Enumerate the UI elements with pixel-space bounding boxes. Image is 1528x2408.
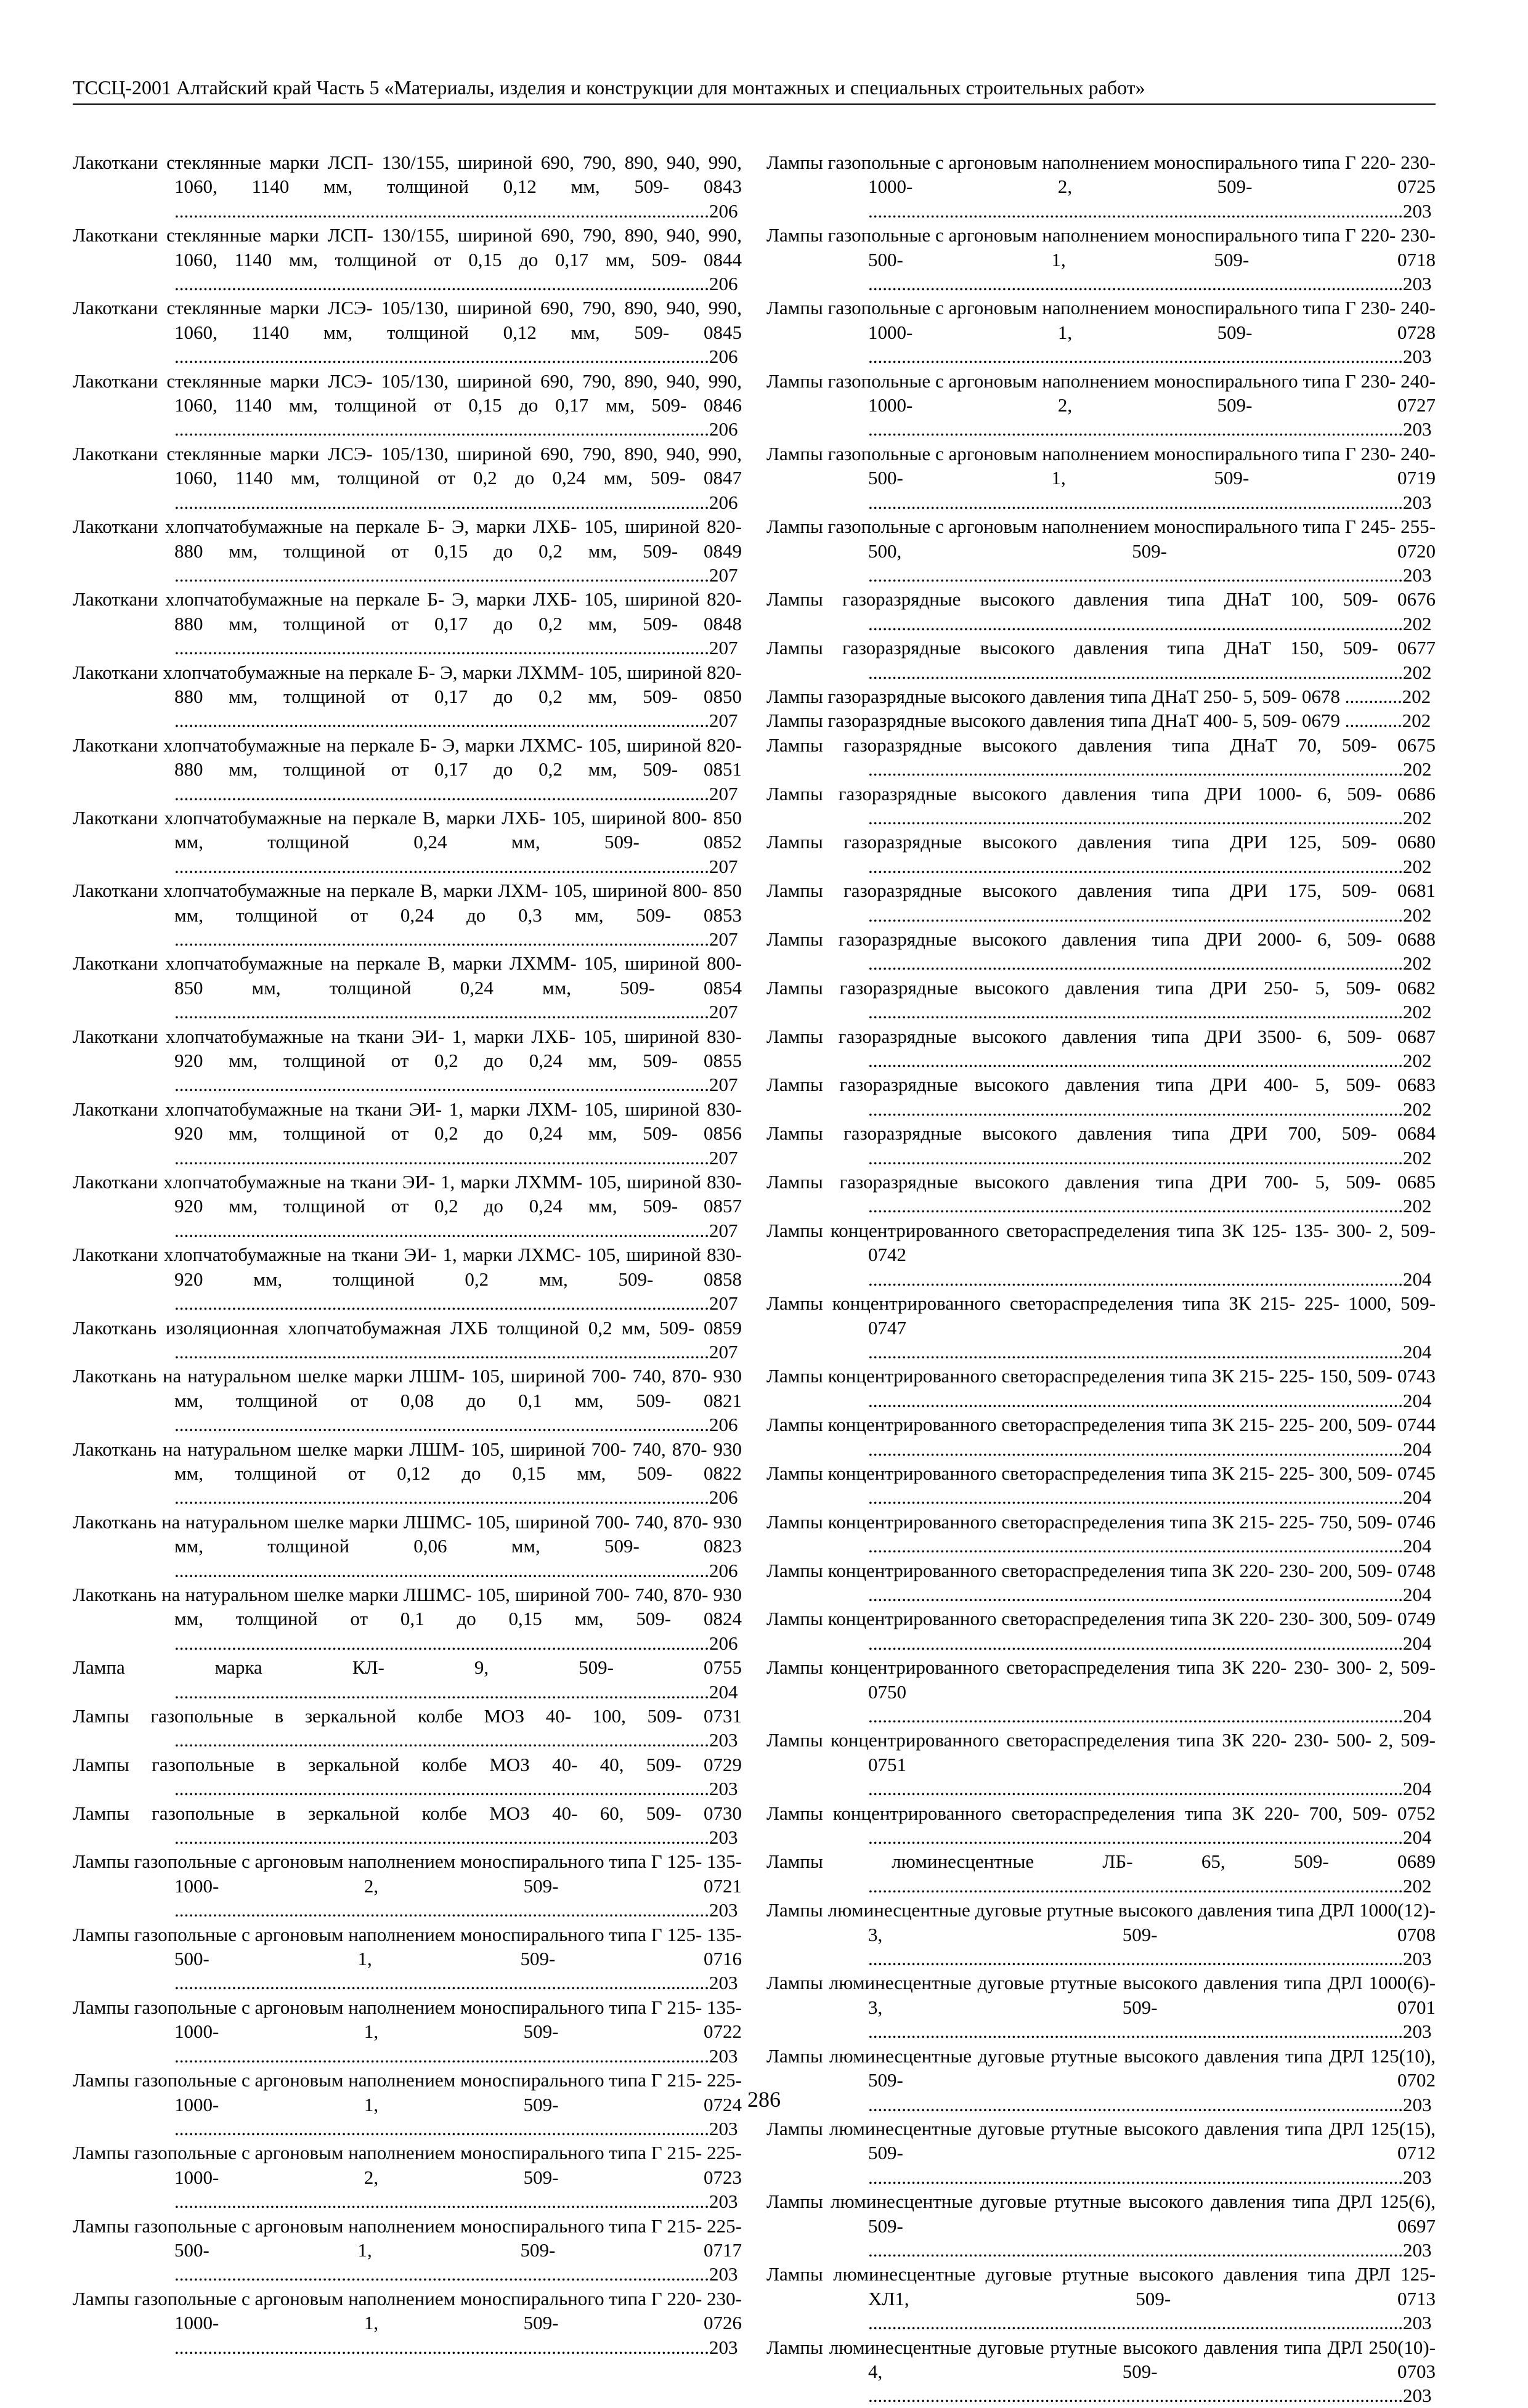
dot-leader: ................................................................................................................ [868,1875,1403,1897]
index-entry-page: 203 [709,1729,738,1751]
index-entry [73,1655,742,1704]
index-entry-text: Лампы газопольные с аргоновым наполнением моноспирального типа Г 215- 225- 500- 1, 509- 0717 [73,2215,742,2261]
index-entry-page: 203 [709,2117,738,2139]
index-entry-text: Лакоткани хлопчатобумажные на перкале В, марки ЛХМ- 105, шириной 800- 850 мм, толщиной от 0,24 до 0,3 мм, 509- 0853 [73,880,742,926]
index-entry-text: Лампы газопольные с аргоновым наполнением моноспирального типа Г 220- 230- 1000- 2, 509- 0725 [766,152,1436,198]
index-entry [73,369,742,442]
index-entry-text: Лампы газоразрядные высокого давления типа ДРИ 3500- 6, 509- 0687 [766,1025,1436,1047]
index-entry [73,1923,742,1995]
index-entry-page: 204 [1403,1826,1432,1849]
dot-leader: ................................................................................................................ [868,1826,1403,1849]
dot-leader: ................................................................................................................ [868,2093,1403,2115]
index-column-left [73,150,742,2359]
index-entry-page: 206 [709,200,738,222]
dot-leader: ................................................................................................................ [868,1778,1403,1800]
index-entry [766,1898,1436,1971]
dot-leader: ................................................................................................................ [868,758,1403,780]
dot-leader: ................................................................................................................ [174,346,709,368]
index-entry-text: Лампы концентрированного светораспределения типа ЗК 220- 700, 509- 0752 [766,1802,1436,1824]
index-entry [766,296,1436,368]
index-entry [766,1728,1436,1801]
index-entry [766,1971,1436,2043]
index-entry-text: Лампы газопольные с аргоновым наполнением моноспирального типа Г 220- 230- 1000- 1, 509- 0726 [73,2287,742,2334]
index-entry [766,1170,1436,1218]
index-entry-page: 203 [709,2045,738,2067]
index-entry [766,708,1436,732]
index-entry [73,1437,742,1510]
dot-leader: ................................................................................................................ [868,1050,1403,1072]
index-entry-text: Лампы концентрированного светораспределения типа ЗК 215- 225- 300, 509- 0745 [766,1462,1436,1484]
dot-leader: ................................................................................................................ [174,710,709,732]
index-entry-text: Лампы газопольные с аргоновым наполнением моноспирального типа Г 125- 135- 1000- 2, 509- 0721 [73,1851,742,1897]
dot-leader: ................................................................................................................ [868,1340,1403,1363]
index-entry [766,1024,1436,1073]
index-entry-page: 204 [1403,1705,1432,1727]
index-entry-text: Лампы газоразрядные высокого давления типа ДРИ 700- 5, 509- 0685 [766,1171,1436,1193]
dot-leader: ................................................................................................................ [868,1535,1403,1557]
index-entry-text: Лакоткани хлопчатобумажные на ткани ЭИ- 1, марки ЛХМ- 105, шириной 830- 920 мм, толщиной от 0,2 до 0,24 мм, 509- 0856 [73,1098,742,1145]
index-entry [766,514,1436,587]
index-entry-page: 203 [709,1826,738,1849]
index-entry [766,1801,1436,1850]
index-entry [73,150,742,223]
index-entry-text: Лампы газоразрядные высокого давления типа ДНаТ 100, 509- 0676 [766,588,1436,610]
index-entry [766,442,1436,514]
dot-leader: ................................................................................................................ [868,1268,1403,1290]
dot-leader: ................................................................................................................ [868,1389,1403,1411]
index-entry-text: Лампы газоразрядные высокого давления типа ДРИ 175, 509- 0681 [766,880,1436,902]
index-entry-page: 203 [709,1778,738,1800]
index-entry-page: 203 [1403,2239,1432,2261]
dot-leader: ................................................................................................................ [174,1074,709,1096]
dot-leader: ................................................................................................................ [868,1098,1403,1120]
index-entry-page: 206 [709,418,738,440]
index-entry-page: 203 [1403,564,1432,586]
index-entry-text: Лакоткань на натуральном шелке марки ЛШМ- 105, шириной 700- 740, 870- 930 мм, толщиной от 0,12 до 0,15 мм, 509- 0822 [73,1438,742,1484]
index-entry [766,1121,1436,1170]
index-entry [73,442,742,514]
index-entry-page: 207 [709,1001,738,1023]
index-entry-page: 202 [1403,904,1432,926]
dot-leader: ................................................................................................................ [174,855,709,877]
index-entry-page: 203 [709,1972,738,1994]
index-entry [766,636,1436,684]
index-entry-page: 202 [1403,1098,1432,1120]
index-entry [766,369,1436,442]
index-entry-page: 204 [1403,1340,1432,1363]
index-entry-text: Лакоткани хлопчатобумажные на перкале В, марки ЛХБ- 105, шириной 800- 850 мм, толщиной 0,24 мм, 509- 0852 [73,806,742,853]
dot-leader: ................................................................................................................ [174,1729,709,1751]
index-entry [73,296,742,368]
index-entry [73,1510,742,1583]
dot-leader: ................................................................................................................ [868,1705,1403,1727]
index-entry [766,782,1436,830]
index-entry-page: 202 [1402,710,1431,732]
index-column-right [766,150,1436,2408]
index-entry [766,1218,1436,1291]
index-entry-page: 202 [1403,1146,1432,1169]
index-entry-page: 202 [1403,855,1432,877]
index-entry [766,1413,1436,1461]
index-entry-text: Лампы люминесцентные ЛБ- 65, 509- 0689 [766,1851,1436,1873]
index-entry [766,587,1436,636]
index-entry-text: Лампы газопольные с аргоновым наполнением моноспирального типа Г 230- 240- 1000- 1, 509- 0728 [766,297,1436,343]
index-entry-text: Лампы газопольные с аргоновым наполнением моноспирального типа Г 125- 135- 500- 1, 509- 0716 [73,1923,742,1970]
dot-leader: ................................................................................................................ [868,1486,1403,1509]
index-entry [73,1849,742,1922]
index-entry [73,733,742,806]
index-entry-text: Лампы газоразрядные высокого давления типа ДНаТ 250- 5, 509- 0678 [766,685,1341,707]
dot-leader: ................................................................................................................ [868,952,1403,975]
index-entry-text: Лампы газопольные с аргоновым наполнением моноспирального типа Г 230- 240- 500- 1, 509- 0719 [766,442,1436,489]
index-entry-page: 204 [1403,1778,1432,1800]
index-entry-page: 202 [1402,685,1431,707]
index-entry-page: 207 [709,855,738,877]
index-entry-page: 203 [1403,2093,1432,2115]
index-entry-text: Лакоткани хлопчатобумажные на ткани ЭИ- 1, марки ЛХБ- 105, шириной 830- 920 мм, толщиной от 0,2 до 0,24 мм, 509- 0855 [73,1025,742,1072]
dot-leader: ................................................................................................................ [174,1146,709,1169]
index-entry [766,1559,1436,1607]
index-entry [73,1170,742,1243]
dot-leader: ................................................................................................................ [174,1972,709,1994]
index-entry [766,976,1436,1024]
dot-leader: ................................................................................................................ [174,1292,709,1315]
index-entry-page: 206 [709,1486,738,1509]
index-entry [766,684,1436,708]
index-entry-page: 202 [1403,758,1432,780]
dot-leader: ................................................................................................................ [174,564,709,586]
page-number: 286 [747,2087,781,2112]
index-entry-page: 202 [1403,661,1432,683]
index-entry-text: Лампы газопольные с аргоновым наполнением моноспирального типа Г 220- 230- 500- 1, 509- 0718 [766,224,1436,270]
index-entry [766,927,1436,976]
index-entry-page: 204 [1403,1486,1432,1509]
index-entry-text: Лампы газоразрядные высокого давления типа ДРИ 2000- 6, 509- 0688 [766,928,1436,950]
index-entry-text: Лампы люминесцентные дуговые ртутные высокого давления типа ДРЛ 125(10), 509- 0702 [766,2045,1436,2091]
dot-leader: ............ [1340,685,1402,707]
dot-leader: ................................................................................................................ [174,418,709,440]
dot-leader: ................................................................................................................ [868,661,1403,683]
index-entry-page: 202 [1403,1001,1432,1023]
index-entry [766,2335,1436,2408]
index-entry-page: 204 [1403,1535,1432,1557]
index-entry [73,1316,742,1364]
index-entry-text: Лакоткань на натуральном шелке марки ЛШМ- 105, шириной 700- 740, 870- 930 мм, толщиной от 0,08 до 0,1 мм, 509- 0821 [73,1365,742,1411]
dot-leader: ................................................................................................................ [174,1559,709,1581]
index-entry-page: 202 [1403,806,1432,829]
index-entry-text: Лампы газопольные с аргоновым наполнением моноспирального типа Г 245- 255- 500, 509- 0720 [766,516,1436,562]
index-entry [766,2189,1436,2262]
index-entry [73,2214,742,2287]
index-entry-text: Лампы газоразрядные высокого давления типа ДНаТ 70, 509- 0675 [766,734,1436,756]
dot-leader: ................................................................................................................ [868,612,1403,634]
dot-leader: ................................................................................................................ [174,2336,709,2358]
dot-leader: ................................................................................................................ [868,855,1403,877]
index-entry-text: Лампы концентрированного светораспределения типа ЗК 125- 135- 300- 2, 509- 0742 [766,1219,1436,1266]
dot-leader: ................................................................................................................ [174,1680,709,1703]
index-entry-page: 204 [1403,1583,1432,1605]
index-entry [766,1510,1436,1559]
index-entry-text: Лампы люминесцентные дуговые ртутные высокого давления типа ДРЛ 125(15), 509- 0712 [766,2117,1436,2164]
dot-leader: ................................................................................................................ [174,491,709,513]
index-entry [73,1024,742,1097]
index-entry-page: 203 [1403,2312,1432,2334]
index-entry [766,1461,1436,1510]
dot-leader: ................................................................................................................ [174,1414,709,1436]
index-entry-page: 207 [709,1340,738,1363]
index-entry [766,2117,1436,2189]
index-entry-text: Лампы люминесцентные дуговые ртутные высокого давления типа ДРЛ 125(6), 509- 0697 [766,2191,1436,2237]
index-entry [766,878,1436,927]
dot-leader: ................................................................................................................ [174,2191,709,2213]
index-entry-page: 206 [709,346,738,368]
index-entry-text: Лакоткани стеклянные марки ЛСЭ- 105/130, шириной 690, 790, 890, 940, 990, 1060, 1140 мм, толщиной 0,12 мм, 509- 0845 [73,297,742,343]
dot-leader: ................................................................................................................ [174,273,709,295]
index-entry [73,1364,742,1437]
index-entry-text: Лакоткань на натуральном шелке марки ЛШМС- 105, шириной 700- 740, 870- 930 мм, толщиной 0,06 мм, 509- 0823 [73,1510,742,1557]
index-entry-text: Лакоткани стеклянные марки ЛСЭ- 105/130, шириной 690, 790, 890, 940, 990, 1060, 1140 мм, толщиной от 0,2 до 0,24 мм, 509- 0847 [73,442,742,489]
dot-leader: ................................................................................................................ [868,2312,1403,2334]
dot-leader: ................................................................................................................ [174,2117,709,2139]
index-entry [73,1995,742,2068]
index-entry-text: Лампы концентрированного светораспределения типа ЗК 220- 230- 300- 2, 509- 0750 [766,1656,1436,1703]
index-entry-page: 207 [709,710,738,732]
index-entry-text: Лампы люминесцентные дуговые ртутные высокого давления типа ДРЛ 1000(6)- 3, 509- 0701 [766,1972,1436,2018]
index-entry-text: Лакоткани хлопчатобумажные на ткани ЭИ- 1, марки ЛХМС- 105, шириной 830- 920 мм, толщиной 0,2 мм, 509- 0858 [73,1244,742,1290]
dot-leader: ................................................................................................................ [868,1438,1403,1460]
index-entry [766,733,1436,782]
index-entry-page: 207 [709,928,738,950]
index-entry-page: 202 [1403,612,1432,634]
index-entry-page: 202 [1403,1050,1432,1072]
dot-leader: ................................................................................................................ [868,1001,1403,1023]
index-entry-text: Лампы газопольные с аргоновым наполнением моноспирального типа Г 230- 240- 1000- 2, 509- 0727 [766,370,1436,416]
index-entry-text: Лампы газоразрядные высокого давления типа ДРИ 250- 5, 509- 0682 [766,976,1436,999]
index-entry-text: Лампы газопольные с аргоновым наполнением моноспирального типа Г 215- 135- 1000- 1, 509- 0722 [73,1996,742,2043]
index-entry-page: 207 [709,637,738,659]
index-entry [766,1291,1436,1364]
index-entry [73,223,742,296]
index-entry-page: 204 [709,1680,738,1703]
dot-leader: ................................................................................................................ [174,1778,709,1800]
index-entry [73,2287,742,2359]
index-entry-page: 203 [709,2191,738,2213]
index-entry-text: Лампы газоразрядные высокого давления типа ДРИ 125, 509- 0680 [766,831,1436,853]
index-entry [73,1583,742,1655]
index-entry [73,1753,742,1801]
index-entry-page: 207 [709,1146,738,1169]
index-entry [73,1097,742,1170]
index-entry-text: Лампы газопольные с аргоновым наполнением моноспирального типа Г 215- 225- 1000- 2, 509- 0723 [73,2142,742,2188]
index-entry-text: Лампы концентрированного светораспределения типа ЗК 215- 225- 200, 509- 0744 [766,1414,1436,1436]
index-entry-page: 207 [709,1219,738,1241]
index-entry-page: 207 [709,1074,738,1096]
index-entry-text: Лакоткани хлопчатобумажные на перкале Б- Э, марки ЛХБ- 105, шириной 820- 880 мм, толщиной от 0,15 до 0,2 мм, 509- 0849 [73,516,742,562]
index-entry-page: 204 [1403,1438,1432,1460]
index-entry-page: 202 [1403,1195,1432,1217]
index-entry [73,514,742,587]
index-entry-page: 202 [1403,952,1432,975]
index-entry [73,878,742,951]
index-entry [73,587,742,660]
index-entry-text: Лакоткани хлопчатобумажные на ткани ЭИ- 1, марки ЛХММ- 105, шириной 830- 920 мм, толщиной от 0,2 до 0,24 мм, 509- 0857 [73,1171,742,1217]
index-entry [73,2141,742,2213]
dot-leader: ................................................................................................................ [174,1899,709,1921]
index-entry [73,1704,742,1753]
dot-leader: ................................................................................................................ [868,2166,1403,2188]
index-entry-page: 207 [709,782,738,805]
dot-leader: ................................................................................................................ [868,346,1403,368]
index-entry [766,1655,1436,1728]
index-entry-text: Лампы газопольные в зеркальной колбе МОЗ 40- 100, 509- 0731 [73,1705,742,1727]
index-entry [766,2262,1436,2335]
dot-leader: ................................................................................................................ [174,637,709,659]
index-entry [766,1849,1436,1898]
index-entry-page: 203 [1403,346,1432,368]
index-entry-page: 203 [1403,2166,1432,2188]
dot-leader: ................................................................................................................ [868,273,1403,295]
index-entry [73,806,742,878]
index-entry [766,1607,1436,1655]
index-entry-text: Лампы концентрированного светораспределения типа ЗК 220- 230- 500- 2, 509- 0751 [766,1729,1436,1775]
dot-leader: ................................................................................................................ [868,564,1403,586]
index-entry [766,1364,1436,1413]
index-entry-text: Лампа марка КЛ- 9, 509- 0755 [73,1656,742,1679]
index-entry-text: Лампы газопольные в зеркальной колбе МОЗ 40- 60, 509- 0730 [73,1802,742,1824]
index-entry-text: Лакоткань на натуральном шелке марки ЛШМС- 105, шириной 700- 740, 870- 930 мм, толщиной от 0,1 до 0,15 мм, 509- 0824 [73,1583,742,1630]
index-entry-page: 203 [1403,200,1432,222]
dot-leader: ................................................................................................................ [868,200,1403,222]
dot-leader: ................................................................................................................ [868,806,1403,829]
index-entry-page: 203 [1403,273,1432,295]
index-entry [73,951,742,1024]
dot-leader: ............ [1340,710,1402,732]
index-entry-text: Лакоткани хлопчатобумажные на перкале Б- Э, марки ЛХМС- 105, шириной 820- 880 мм, толщиной от 0,17 до 0,2 мм, 509- 0851 [73,734,742,780]
index-entry [766,150,1436,223]
index-entry-page: 203 [709,2263,738,2285]
index-entry-text: Лампы люминесцентные дуговые ртутные высокого давления типа ДРЛ 250(10)- 4, 509- 0703 [766,2336,1436,2382]
index-entry-text: Лампы газоразрядные высокого давления типа ДРИ 400- 5, 509- 0683 [766,1074,1436,1096]
index-entry-page: 207 [709,564,738,586]
index-entry-text: Лакоткань изоляционная хлопчатобумажная ЛХБ толщиной 0,2 мм, 509- 0859 [73,1316,742,1339]
dot-leader: ................................................................................................................ [174,1826,709,1849]
index-entry-page: 203 [1403,1948,1432,1970]
index-entry-page: 204 [1403,1632,1432,1654]
index-entry [766,830,1436,878]
index-entry-text: Лампы газоразрядные высокого давления типа ДРИ 1000- 6, 509- 0686 [766,782,1436,805]
dot-leader: ................................................................................................................ [174,1632,709,1654]
dot-leader: ................................................................................................................ [868,1632,1403,1654]
index-entry-text: Лампы концентрированного светораспределения типа ЗК 215- 225- 750, 509- 0746 [766,1510,1436,1533]
index-entry-text: Лакоткани хлопчатобумажные на перкале Б- Э, марки ЛХММ- 105, шириной 820- 880 мм, толщиной от 0,17 до 0,2 мм, 509- 0850 [73,661,742,707]
index-entry-text: Лампы концентрированного светораспределения типа ЗК 220- 230- 200, 509- 0748 [766,1559,1436,1581]
dot-leader: ................................................................................................................ [174,1486,709,1509]
index-entry-text: Лакоткани стеклянные марки ЛСП- 130/155, шириной 690, 790, 890, 940, 990, 1060, 1140 мм, толщиной 0,12 мм, 509- 0843 [73,152,742,198]
index-entry-text: Лакоткани хлопчатобумажные на перкале В, марки ЛХММ- 105, шириной 800- 850 мм, толщиной 0,24 мм, 509- 0854 [73,952,742,999]
dot-leader: ................................................................................................................ [174,1340,709,1363]
index-entry-page: 203 [709,2336,738,2358]
index-entry-text: Лакоткани хлопчатобумажные на перкале Б- Э, марки ЛХБ- 105, шириной 820- 880 мм, толщиной от 0,17 до 0,2 мм, 509- 0848 [73,588,742,634]
index-entry-page: 203 [1403,491,1432,513]
index-entry [73,1801,742,1850]
dot-leader: ................................................................................................................ [174,2045,709,2067]
index-entry-page: 204 [1403,1389,1432,1411]
index-entry-text: Лампы люминесцентные дуговые ртутные высокого давления типа ДРЛ 125- ХЛ1, 509- 0713 [766,2263,1436,2309]
index-entry-text: Лампы концентрированного светораспределения типа ЗК 215- 225- 1000, 509- 0747 [766,1292,1436,1339]
index-entry-page: 207 [709,1292,738,1315]
index-entry [73,1243,742,1315]
index-entry-text: Лампы газоразрядные высокого давления типа ДРИ 700, 509- 0684 [766,1122,1436,1145]
index-entry-page: 203 [1403,2021,1432,2043]
index-entry-page: 206 [709,1559,738,1581]
index-entry-page: 204 [1403,1268,1432,1290]
index-entry-text: Лакоткани стеклянные марки ЛСП- 130/155, шириной 690, 790, 890, 940, 990, 1060, 1140 мм, толщиной от 0,15 до 0,17 мм, 509- 0844 [73,224,742,270]
dot-leader: ................................................................................................................ [868,904,1403,926]
index-entry [766,223,1436,296]
index-entry-page: 203 [1403,418,1432,440]
dot-leader: ................................................................................................................ [868,418,1403,440]
dot-leader: ................................................................................................................ [174,1219,709,1241]
dot-leader: ................................................................................................................ [174,200,709,222]
index-entry-text: Лампы люминесцентные дуговые ртутные высокого давления типа ДРЛ 1000(12)- 3, 509- 0708 [766,1899,1436,1945]
index-entry-text: Лампы концентрированного светораспределения типа ЗК 215- 225- 150, 509- 0743 [766,1365,1436,1387]
dot-leader: ................................................................................................................ [868,2239,1403,2261]
index-entry-text: Лампы газопольные с аргоновым наполнением моноспирального типа Г 215- 225- 1000- 1, 509- 0724 [73,2069,742,2115]
index-entry-text: Лампы концентрированного светораспределения типа ЗК 220- 230- 300, 509- 0749 [766,1608,1436,1630]
dot-leader: ................................................................................................................ [868,491,1403,513]
dot-leader: ................................................................................................................ [868,1583,1403,1605]
dot-leader: ................................................................................................................ [868,2021,1403,2043]
dot-leader: ................................................................................................................ [174,2263,709,2285]
index-entry-page: 203 [709,1899,738,1921]
running-header: ТССЦ-2001 Алтайский край Часть 5 «Материалы, изделия и конструкции для монтажных и специальных строительных работ» [73,74,1436,105]
dot-leader: ................................................................................................................ [174,1001,709,1023]
index-entry-text: Лампы газоразрядные высокого давления типа ДНаТ 400- 5, 509- 0679 [766,710,1341,732]
dot-leader: ................................................................................................................ [868,2385,1403,2407]
dot-leader: ................................................................................................................ [174,782,709,805]
index-entry-page: 206 [709,1414,738,1436]
dot-leader: ................................................................................................................ [174,928,709,950]
dot-leader: ................................................................................................................ [868,1948,1403,1970]
index-entry-page: 206 [709,273,738,295]
index-entry-text: Лакоткани стеклянные марки ЛСЭ- 105/130, шириной 690, 790, 890, 940, 990, 1060, 1140 мм, толщиной от 0,15 до 0,17 мм, 509- 0846 [73,370,742,416]
dot-leader: ................................................................................................................ [868,1195,1403,1217]
index-entry-page: 206 [709,1632,738,1654]
dot-leader: ................................................................................................................ [868,1146,1403,1169]
index-entry-page: 202 [1403,1875,1432,1897]
index-entry-text: Лампы газоразрядные высокого давления типа ДНаТ 150, 509- 0677 [766,637,1436,659]
index-entry-page: 206 [709,491,738,513]
index-entry-page: 203 [1403,2385,1432,2407]
index-entry-text: Лампы газопольные в зеркальной колбе МОЗ 40- 40, 509- 0729 [73,1753,742,1775]
index-entry [766,1072,1436,1121]
index-entry [73,660,742,733]
